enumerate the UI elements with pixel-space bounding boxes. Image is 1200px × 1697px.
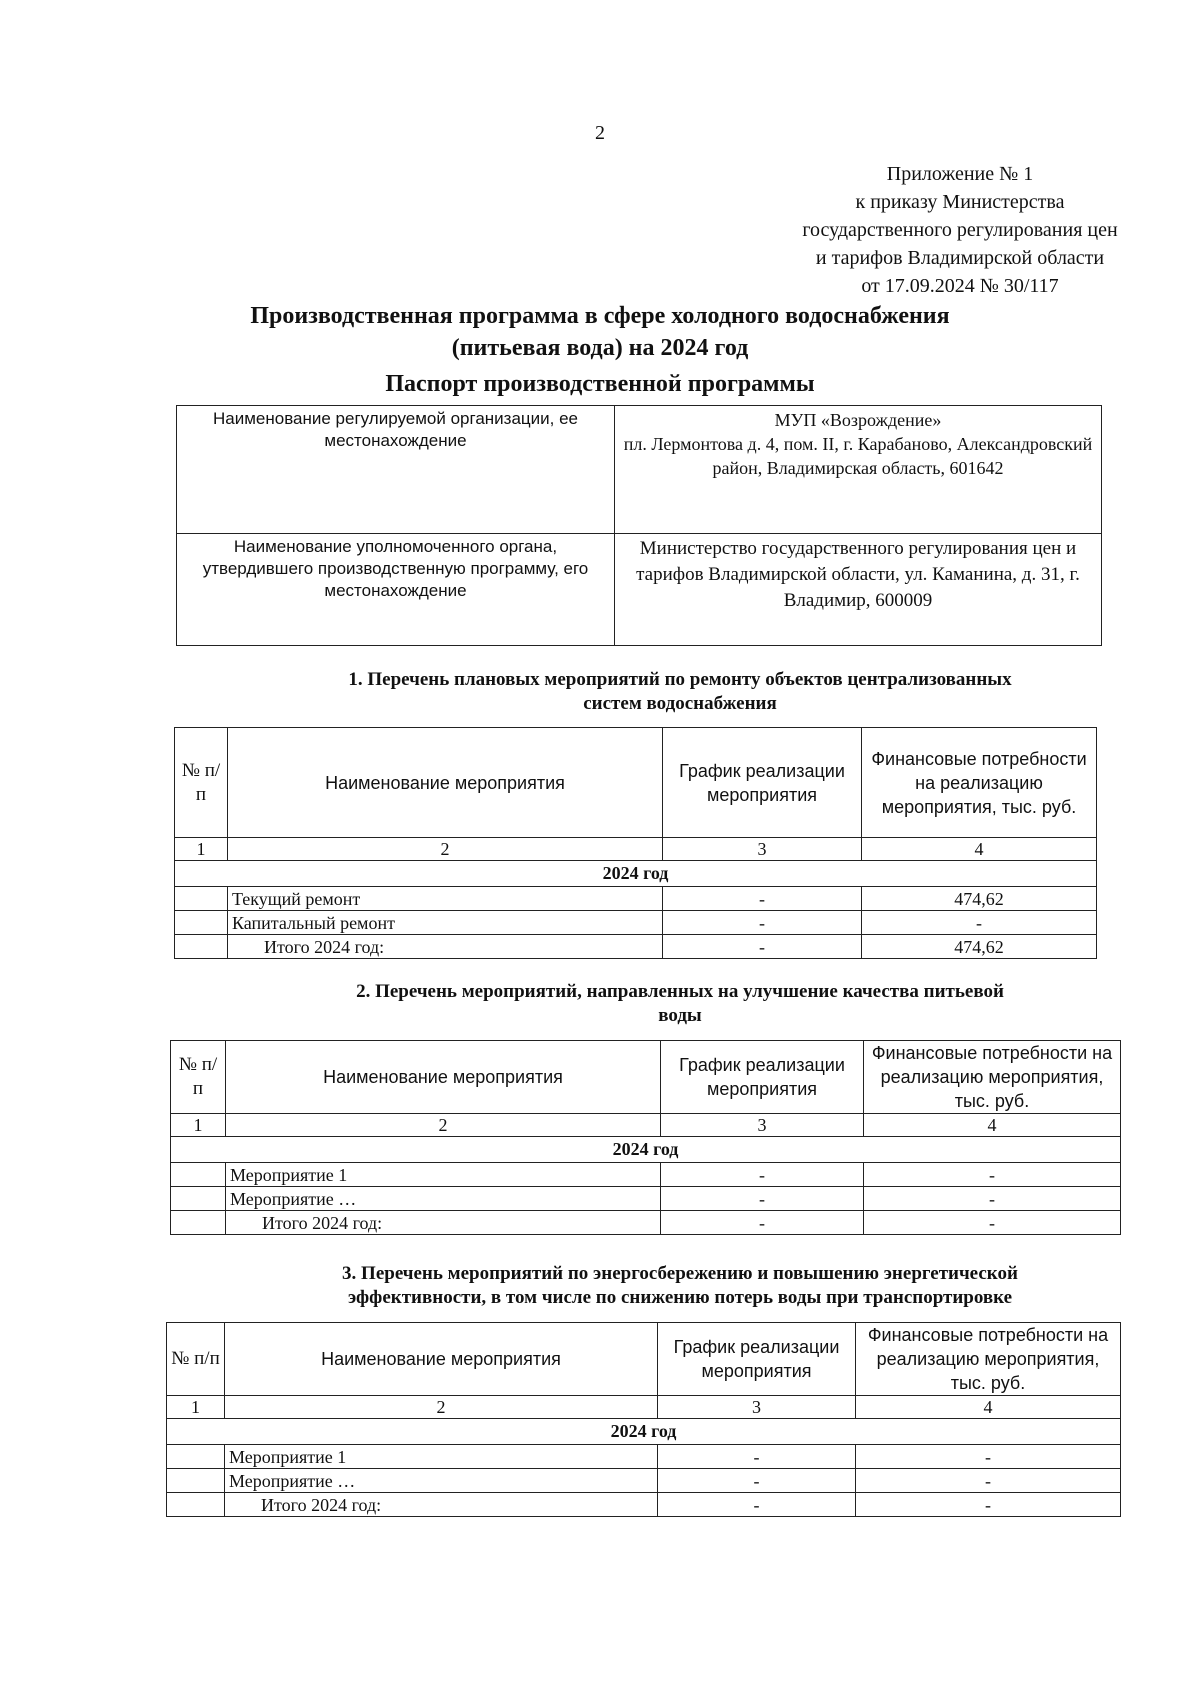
row-schedule: - <box>661 1211 864 1235</box>
row-schedule: - <box>658 1469 856 1493</box>
header-finance: Финансовые потребности на реализацию мероприятия, тыс. руб. <box>864 1041 1121 1114</box>
row-name: Итого 2024 год: <box>225 1493 658 1517</box>
section-title-line: 1. Перечень плановых мероприятий по ремонту объектов централизованных <box>348 669 1012 690</box>
year-label: 2024 год <box>171 1137 1121 1163</box>
table-header-row <box>167 1323 1121 1396</box>
row-number <box>167 1445 225 1469</box>
row-finance: 474,62 <box>862 935 1097 959</box>
column-number-row <box>167 1396 1121 1419</box>
appendix-line: от 17.09.2024 № 30/117 <box>861 275 1059 297</box>
row-finance: - <box>856 1493 1121 1517</box>
section-title-line: 3. Перечень мероприятий по энергосбережению и повышению энергетической <box>342 1263 1018 1284</box>
table-row <box>167 1469 1121 1493</box>
passport-title: Паспорт производственной программы <box>385 371 815 397</box>
section1-title <box>240 668 1120 716</box>
column-number: 4 <box>864 1114 1121 1137</box>
appendix-block <box>730 160 1190 300</box>
passport-label: Наименование уполномоченного органа, утвердившего производственную программу, его местонахождение <box>177 534 615 646</box>
year-label: 2024 год <box>175 861 1097 887</box>
row-number <box>167 1469 225 1493</box>
table-header-row <box>171 1041 1121 1114</box>
table-row <box>167 1445 1121 1469</box>
section-title-line: систем водоснабжения <box>583 693 777 714</box>
row-schedule: - <box>663 887 862 911</box>
row-number <box>175 911 228 935</box>
column-number: 3 <box>661 1114 864 1137</box>
row-finance: - <box>856 1445 1121 1469</box>
header-num: № п/п <box>175 728 228 838</box>
table-row <box>175 887 1097 911</box>
section1-table <box>174 727 1097 959</box>
row-name: Мероприятие … <box>225 1469 658 1493</box>
row-number <box>171 1163 226 1187</box>
row-number <box>175 935 228 959</box>
header-schedule: График реализации мероприятия <box>661 1041 864 1114</box>
document-title-line: (питьевая вода) на 2024 год <box>451 335 749 361</box>
document-title-line: Производственная программа в сфере холодного водоснабжения <box>250 303 950 329</box>
row-schedule: - <box>663 935 862 959</box>
table-header-row <box>175 728 1097 838</box>
organization-address: пл. Лермонтова д. 4, пом. II, г. Карабаново, Александровский район, Владимирская область, 601642 <box>623 434 1093 478</box>
row-name: Мероприятие 1 <box>225 1445 658 1469</box>
row-finance: - <box>864 1187 1121 1211</box>
column-number: 1 <box>175 838 228 861</box>
header-finance: Финансовые потребности на реализацию мероприятия, тыс. руб. <box>856 1323 1121 1396</box>
organization-name: МУП «Возрождение» <box>774 410 942 430</box>
column-number-row <box>175 838 1097 861</box>
row-schedule: - <box>658 1445 856 1469</box>
column-number: 4 <box>856 1396 1121 1419</box>
row-finance: 474,62 <box>862 887 1097 911</box>
header-num: № п/п <box>167 1323 225 1396</box>
document-title <box>170 300 1030 364</box>
appendix-line: к приказу Министерства <box>855 191 1065 213</box>
section3-table <box>166 1322 1121 1517</box>
section2-title <box>240 980 1120 1028</box>
row-name: Мероприятие 1 <box>226 1163 661 1187</box>
table-row <box>171 1211 1121 1235</box>
row-schedule: - <box>663 911 862 935</box>
row-number <box>175 887 228 911</box>
section-title-line: воды <box>658 1005 702 1026</box>
table-row <box>167 1493 1121 1517</box>
appendix-line: Приложение № 1 <box>886 163 1034 185</box>
appendix-line: государственного регулирования цен <box>802 219 1118 241</box>
row-name: Итого 2024 год: <box>228 935 663 959</box>
row-finance: - <box>864 1211 1121 1235</box>
appendix-line: и тарифов Владимирской области <box>815 247 1105 269</box>
table-row <box>171 1163 1121 1187</box>
column-number: 2 <box>226 1114 661 1137</box>
column-number: 3 <box>658 1396 856 1419</box>
row-finance: - <box>862 911 1097 935</box>
row-name: Капитальный ремонт <box>228 911 663 935</box>
row-name: Мероприятие … <box>226 1187 661 1211</box>
header-name: Наименование мероприятия <box>225 1323 658 1396</box>
passport-value <box>615 406 1102 534</box>
section2-table <box>170 1040 1121 1235</box>
header-finance: Финансовые потребности на реализацию мероприятия, тыс. руб. <box>862 728 1097 838</box>
year-label: 2024 год <box>167 1419 1121 1445</box>
column-number: 4 <box>862 838 1097 861</box>
page-number: 2 <box>595 122 605 144</box>
passport-value: Министерство государственного регулирования цен и тарифов Владимирской области, ул. Каманина, д. 31, г. Владимир, 600009 <box>615 534 1102 646</box>
year-row <box>175 861 1097 887</box>
header-schedule: График реализации мероприятия <box>658 1323 856 1396</box>
table-row <box>177 406 1102 534</box>
table-row <box>177 534 1102 646</box>
row-number <box>167 1493 225 1517</box>
section-title-line: 2. Перечень мероприятий, направленных на улучшение качества питьевой <box>356 981 1004 1002</box>
year-row <box>167 1419 1121 1445</box>
column-number: 2 <box>225 1396 658 1419</box>
column-number: 2 <box>228 838 663 861</box>
row-schedule: - <box>661 1163 864 1187</box>
row-name: Текущий ремонт <box>228 887 663 911</box>
column-number-row <box>171 1114 1121 1137</box>
header-name: Наименование мероприятия <box>226 1041 661 1114</box>
column-number: 3 <box>663 838 862 861</box>
passport-label: Наименование регулируемой организации, ее местонахождение <box>177 406 615 534</box>
passport-table <box>176 405 1102 646</box>
column-number: 1 <box>171 1114 226 1137</box>
year-row <box>171 1137 1121 1163</box>
row-schedule: - <box>658 1493 856 1517</box>
table-row <box>175 911 1097 935</box>
section3-title <box>230 1262 1130 1310</box>
row-number <box>171 1187 226 1211</box>
row-finance: - <box>856 1469 1121 1493</box>
row-finance: - <box>864 1163 1121 1187</box>
row-name: Итого 2024 год: <box>226 1211 661 1235</box>
table-row <box>171 1187 1121 1211</box>
header-schedule: График реализации мероприятия <box>663 728 862 838</box>
column-number: 1 <box>167 1396 225 1419</box>
row-schedule: - <box>661 1187 864 1211</box>
section-title-line: эффективности, в том числе по снижению потерь воды при транспортировке <box>347 1287 1013 1308</box>
header-name: Наименование мероприятия <box>228 728 663 838</box>
header-num: № п/п <box>171 1041 226 1114</box>
table-row <box>175 935 1097 959</box>
row-number <box>171 1211 226 1235</box>
